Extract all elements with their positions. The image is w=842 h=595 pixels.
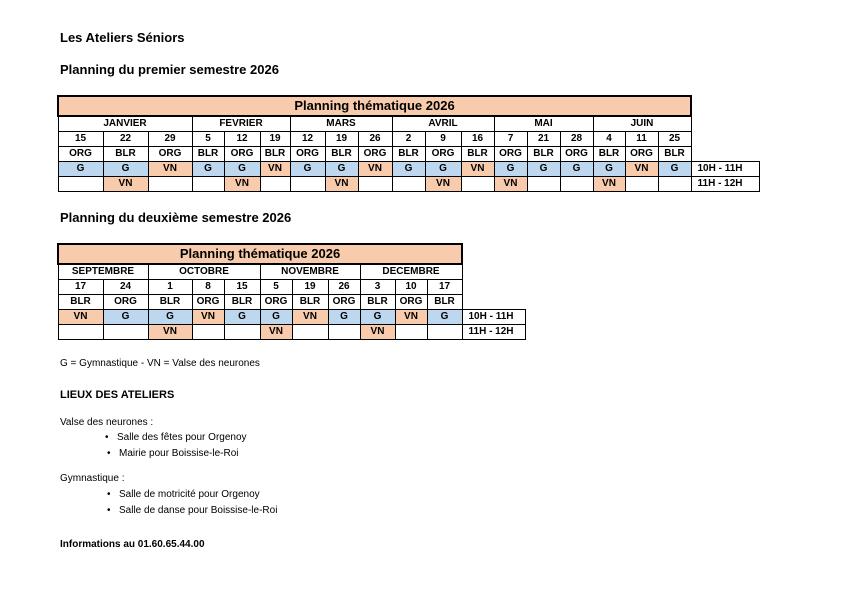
day-cell: 5 xyxy=(260,280,292,295)
place-cell: BLR xyxy=(148,295,192,310)
day-cell: 17 xyxy=(427,280,462,295)
activity-cell xyxy=(192,177,224,192)
place-cell: ORG xyxy=(58,147,103,162)
place-cell: BLR xyxy=(427,295,462,310)
place-cell: ORG xyxy=(425,147,461,162)
slot-10h-row xyxy=(58,310,525,325)
activity-cell xyxy=(192,325,224,340)
activity-cell: G xyxy=(427,310,462,325)
activity-cell: G xyxy=(103,162,148,177)
place-cell: BLR xyxy=(260,147,290,162)
gym-label: Gymnastique : xyxy=(60,473,125,484)
spacer xyxy=(462,280,525,295)
time-label: 11H - 12H xyxy=(691,177,759,192)
activity-cell: G xyxy=(527,162,560,177)
place-cell: BLR xyxy=(658,147,691,162)
place-cell: ORG xyxy=(148,147,192,162)
activity-cell: G xyxy=(290,162,325,177)
place-cell: ORG xyxy=(395,295,427,310)
activity-cell: G xyxy=(224,310,260,325)
activity-cell xyxy=(392,177,425,192)
place-cell: ORG xyxy=(224,147,260,162)
activity-cell: G xyxy=(192,162,224,177)
month-header: OCTOBRE xyxy=(148,264,260,280)
place-cell: BLR xyxy=(527,147,560,162)
activity-cell: VN xyxy=(260,325,292,340)
spacer xyxy=(691,132,759,147)
months-row xyxy=(58,116,759,132)
activity-cell: VN xyxy=(148,325,192,340)
month-header: MAI xyxy=(494,116,593,132)
activity-cell xyxy=(358,177,392,192)
day-cell: 26 xyxy=(358,132,392,147)
activity-cell xyxy=(148,177,192,192)
place-cell: ORG xyxy=(260,295,292,310)
month-header: AVRIL xyxy=(392,116,494,132)
table-title: Planning thématique 2026 xyxy=(58,244,462,264)
months-row xyxy=(58,264,525,280)
activity-cell xyxy=(560,177,593,192)
activity-cell: VN xyxy=(292,310,328,325)
day-cell: 22 xyxy=(103,132,148,147)
activity-cell xyxy=(260,177,290,192)
activity-cell: VN xyxy=(625,162,658,177)
month-header: DECEMBRE xyxy=(360,264,462,280)
place-cell: BLR xyxy=(292,295,328,310)
day-cell: 24 xyxy=(103,280,148,295)
list-item: • Salle de motricité pour Orgenoy xyxy=(119,489,260,500)
activity-cell: VN xyxy=(360,325,395,340)
places-row xyxy=(58,147,759,162)
activity-cell: VN xyxy=(58,310,103,325)
place-cell: ORG xyxy=(358,147,392,162)
activity-cell: VN xyxy=(103,177,148,192)
day-cell: 1 xyxy=(148,280,192,295)
month-header: FEVRIER xyxy=(192,116,290,132)
place-cell: ORG xyxy=(494,147,527,162)
activity-cell xyxy=(328,325,360,340)
spacer xyxy=(462,264,525,280)
days-row xyxy=(58,280,525,295)
place-cell: ORG xyxy=(328,295,360,310)
activity-cell: G xyxy=(425,162,461,177)
list-item: • Mairie pour Boissise-le-Roi xyxy=(119,448,238,459)
activity-cell: G xyxy=(148,310,192,325)
slot-11h-row xyxy=(58,177,759,192)
activity-cell xyxy=(658,177,691,192)
month-header: MARS xyxy=(290,116,392,132)
day-cell: 11 xyxy=(625,132,658,147)
legend: G = Gymnastique - VN = Valse des neurones xyxy=(60,358,260,369)
time-label: 11H - 12H xyxy=(462,325,525,340)
day-cell: 19 xyxy=(325,132,358,147)
activity-cell: G xyxy=(560,162,593,177)
semester1-planning-table xyxy=(57,95,760,192)
day-cell: 19 xyxy=(260,132,290,147)
day-cell: 3 xyxy=(360,280,395,295)
day-cell: 19 xyxy=(292,280,328,295)
activity-cell: G xyxy=(224,162,260,177)
activity-cell xyxy=(224,325,260,340)
activity-cell: VN xyxy=(395,310,427,325)
semester2-heading: Planning du deuxième semestre 2026 xyxy=(60,210,292,225)
activity-cell xyxy=(461,177,494,192)
spacer xyxy=(691,116,759,132)
activity-cell: VN xyxy=(192,310,224,325)
place-cell: BLR xyxy=(103,147,148,162)
day-cell: 10 xyxy=(395,280,427,295)
day-cell: 16 xyxy=(461,132,494,147)
spacer xyxy=(462,295,525,310)
activity-cell xyxy=(625,177,658,192)
month-header: JANVIER xyxy=(58,116,192,132)
places-row xyxy=(58,295,525,310)
spacer xyxy=(691,147,759,162)
activity-cell: VN xyxy=(461,162,494,177)
activity-cell: G xyxy=(328,310,360,325)
activity-cell: G xyxy=(658,162,691,177)
day-cell: 15 xyxy=(58,132,103,147)
day-cell: 12 xyxy=(224,132,260,147)
place-cell: BLR xyxy=(360,295,395,310)
activity-cell: G xyxy=(360,310,395,325)
activity-cell: VN xyxy=(494,177,527,192)
place-cell: BLR xyxy=(461,147,494,162)
place-cell: BLR xyxy=(392,147,425,162)
activity-cell xyxy=(290,177,325,192)
place-cell: BLR xyxy=(224,295,260,310)
time-label: 10H - 11H xyxy=(691,162,759,177)
place-cell: ORG xyxy=(192,295,224,310)
activity-cell: VN xyxy=(358,162,392,177)
activity-cell xyxy=(58,325,103,340)
slot-11h-row xyxy=(58,325,525,340)
place-cell: BLR xyxy=(593,147,625,162)
day-cell: 2 xyxy=(392,132,425,147)
list-item: • Salle de danse pour Boissise-le-Roi xyxy=(119,505,277,516)
activity-cell: G xyxy=(58,162,103,177)
place-cell: ORG xyxy=(103,295,148,310)
activity-cell xyxy=(58,177,103,192)
day-cell: 8 xyxy=(192,280,224,295)
semester1-heading: Planning du premier semestre 2026 xyxy=(60,62,279,77)
activity-cell: VN xyxy=(425,177,461,192)
activity-cell: G xyxy=(593,162,625,177)
day-cell: 17 xyxy=(58,280,103,295)
place-cell: BLR xyxy=(325,147,358,162)
days-row xyxy=(58,132,759,147)
place-cell: BLR xyxy=(192,147,224,162)
activity-cell: VN xyxy=(224,177,260,192)
activity-cell: G xyxy=(494,162,527,177)
activity-cell xyxy=(103,325,148,340)
day-cell: 5 xyxy=(192,132,224,147)
activity-cell: VN xyxy=(325,177,358,192)
day-cell: 26 xyxy=(328,280,360,295)
month-header: JUIN xyxy=(593,116,691,132)
place-cell: ORG xyxy=(625,147,658,162)
lieux-heading: LIEUX DES ATELIERS xyxy=(60,389,175,401)
activity-cell: VN xyxy=(148,162,192,177)
day-cell: 15 xyxy=(224,280,260,295)
list-item: • Salle des fêtes pour Orgenoy xyxy=(117,432,247,443)
day-cell: 25 xyxy=(658,132,691,147)
info-phone: Informations au 01.60.65.44.00 xyxy=(60,539,205,550)
activity-cell: G xyxy=(392,162,425,177)
day-cell: 4 xyxy=(593,132,625,147)
month-header: NOVEMBRE xyxy=(260,264,360,280)
table-title-row xyxy=(58,244,525,264)
activity-cell: G xyxy=(260,310,292,325)
place-cell: BLR xyxy=(58,295,103,310)
day-cell: 21 xyxy=(527,132,560,147)
day-cell: 9 xyxy=(425,132,461,147)
activity-cell: G xyxy=(325,162,358,177)
place-cell: ORG xyxy=(560,147,593,162)
day-cell: 29 xyxy=(148,132,192,147)
semester2-planning-table xyxy=(57,243,526,340)
activity-cell xyxy=(527,177,560,192)
day-cell: 28 xyxy=(560,132,593,147)
month-header: SEPTEMBRE xyxy=(58,264,148,280)
table-title: Planning thématique 2026 xyxy=(58,96,691,116)
activity-cell: VN xyxy=(593,177,625,192)
day-cell: 12 xyxy=(290,132,325,147)
activity-cell xyxy=(395,325,427,340)
document-title: Les Ateliers Séniors xyxy=(60,30,185,45)
activity-cell xyxy=(427,325,462,340)
table-title-row xyxy=(58,96,759,116)
slot-10h-row xyxy=(58,162,759,177)
activity-cell: VN xyxy=(260,162,290,177)
place-cell: ORG xyxy=(290,147,325,162)
activity-cell: G xyxy=(103,310,148,325)
activity-cell xyxy=(292,325,328,340)
valse-label: Valse des neurones : xyxy=(60,417,154,428)
day-cell: 7 xyxy=(494,132,527,147)
time-label: 10H - 11H xyxy=(462,310,525,325)
